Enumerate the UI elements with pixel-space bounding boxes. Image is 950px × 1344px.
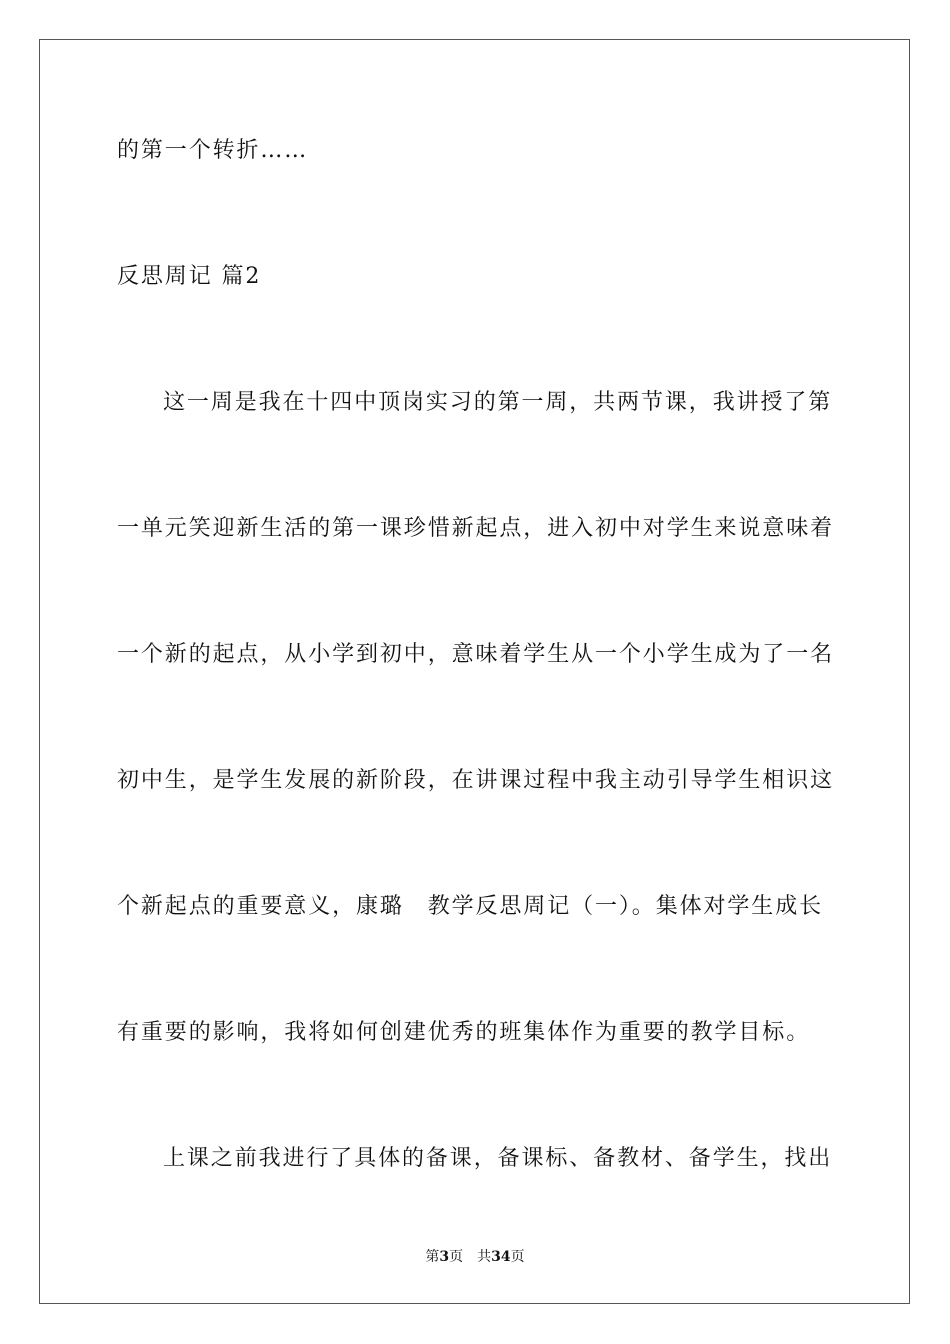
paragraph-line: 一个新的起点，从小学到初中，意味着学生从一个小学生成为了一名	[117, 642, 835, 667]
total-prefix: 共	[477, 1249, 492, 1265]
section-heading: 反思周记 篇2	[117, 264, 262, 289]
text-line-continuation: 的第一个转折……	[117, 138, 309, 163]
page-frame	[39, 39, 910, 1304]
paragraph-line: 有重要的影响，我将如何创建优秀的班集体作为重要的教学目标。	[117, 1020, 811, 1045]
paragraph-line: 上课之前我进行了具体的备课，备课标、备教材、备学生，找出	[163, 1146, 833, 1171]
page-number: 3	[439, 1249, 450, 1265]
total-suffix: 页	[510, 1249, 525, 1265]
total-pages: 34	[491, 1249, 511, 1265]
page-footer	[0, 1247, 950, 1267]
paragraph-line: 个新起点的重要意义，康璐 教学反思周记（一）。集体对学生成长	[117, 894, 824, 919]
page-prefix: 第	[425, 1249, 440, 1265]
paragraph-line: 这一周是我在十四中顶岗实习的第一周，共两节课，我讲授了第	[163, 390, 833, 415]
paragraph-line: 初中生，是学生发展的新阶段，在讲课过程中我主动引导学生相识这	[117, 768, 835, 793]
page-suffix: 页	[449, 1249, 464, 1265]
paragraph-line: 一单元笑迎新生活的第一课珍惜新起点，进入初中对学生来说意味着	[117, 516, 835, 541]
